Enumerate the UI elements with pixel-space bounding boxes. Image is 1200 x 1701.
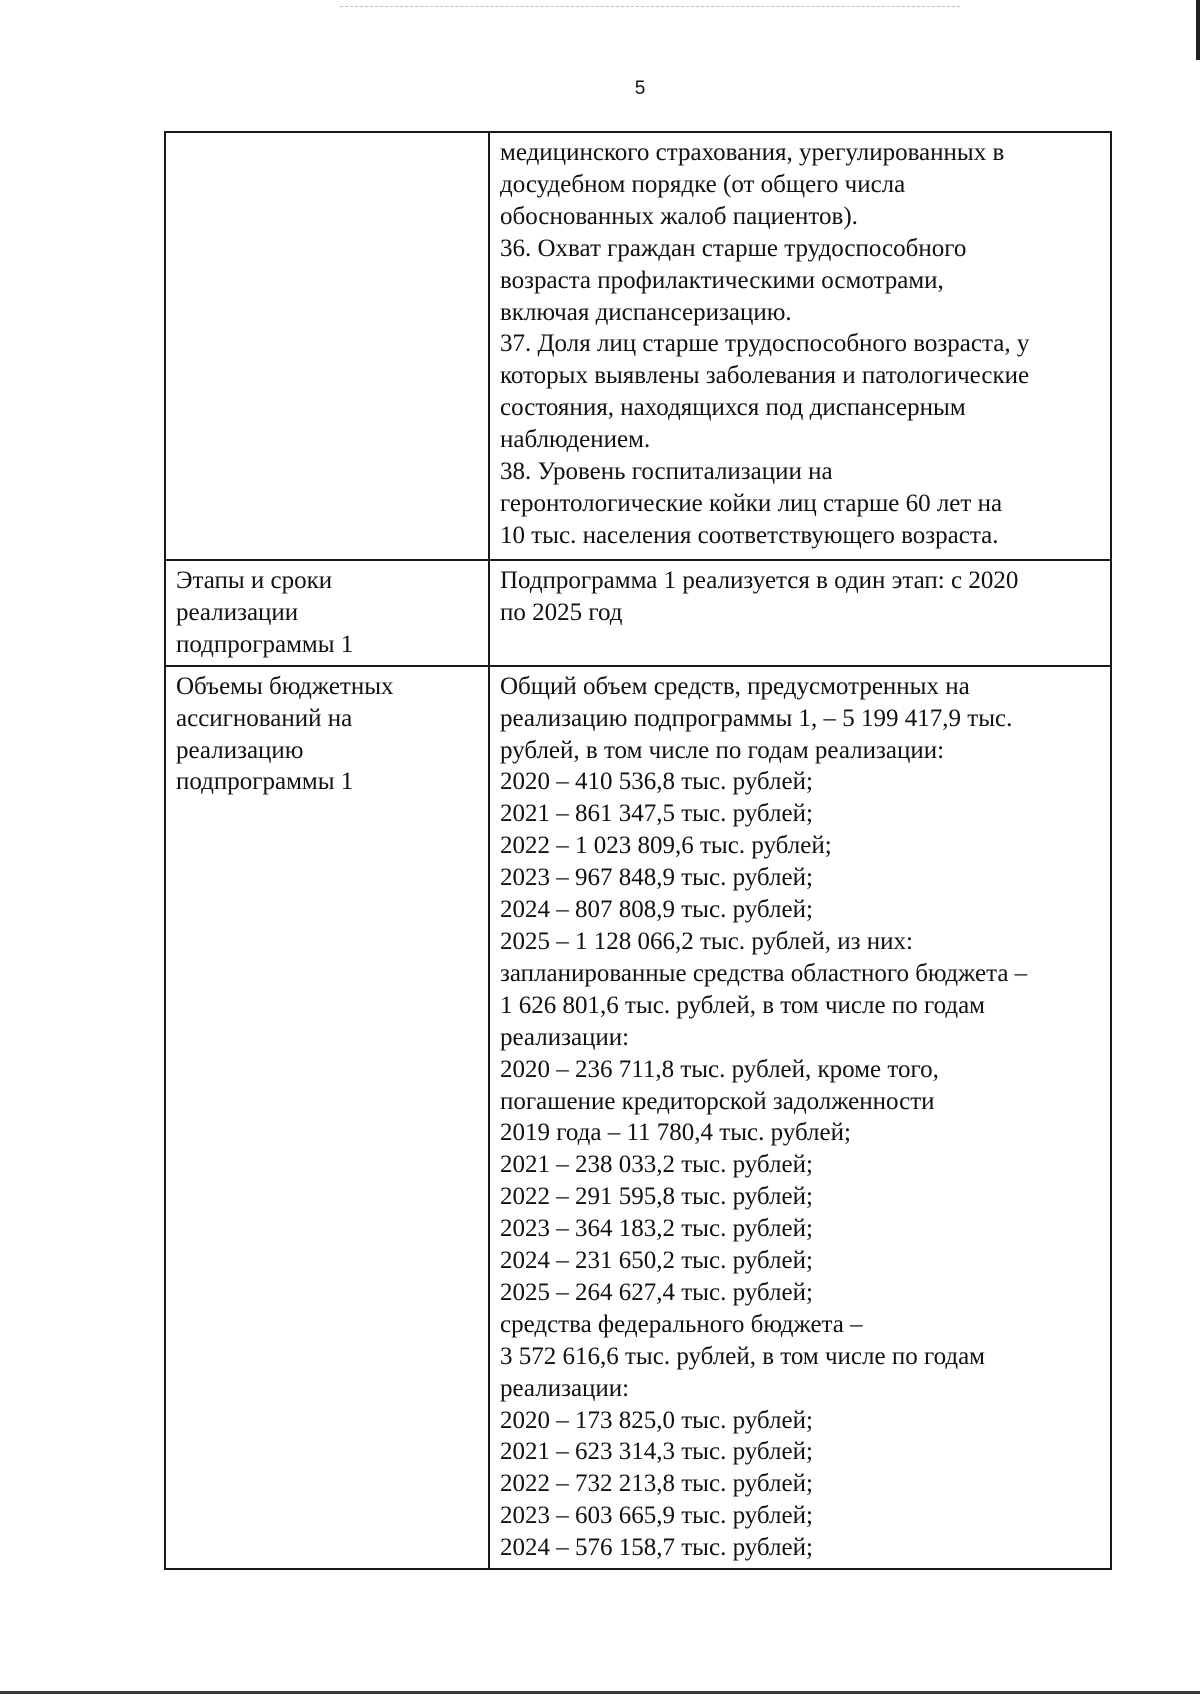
content-line: запланированные средства областного бюджета – bbox=[500, 959, 1028, 987]
content-line: 36. Охват граждан старше трудоспособного bbox=[500, 234, 967, 262]
content-line: 38. Уровень госпитализации на bbox=[500, 458, 833, 486]
content-line: досудебном порядке (от общего числа bbox=[500, 170, 906, 198]
content-line: 2024 – 807 808,9 тыс. рублей; bbox=[500, 896, 813, 924]
table-row bbox=[165, 132, 1111, 560]
label-line: подпрограммы 1 bbox=[176, 630, 354, 658]
label-line: реализации bbox=[176, 598, 299, 626]
content-line: 2022 – 1 023 809,6 тыс. рублей; bbox=[500, 832, 832, 860]
content-line: наблюдением. bbox=[500, 426, 651, 454]
passport-table bbox=[164, 131, 1112, 1570]
content-line: которых выявлены заболевания и патологические bbox=[500, 362, 1030, 390]
table-row bbox=[165, 666, 1111, 1569]
scan-edge-top bbox=[340, 6, 960, 7]
content-line: Общий объем средств, предусмотренных на bbox=[500, 672, 970, 700]
content-line: рублей, в том числе по годам реализации: bbox=[500, 736, 945, 764]
label-line: реализацию bbox=[176, 736, 304, 764]
content-line: погашение кредиторской задолженности bbox=[500, 1087, 935, 1115]
row-label-cell bbox=[165, 666, 489, 1569]
content-line: 37. Доля лиц старше трудоспособного возраста, у bbox=[500, 330, 1030, 358]
row-content-cell bbox=[489, 132, 1111, 560]
content-line: 2025 – 1 128 066,2 тыс. рублей, из них: bbox=[500, 927, 913, 955]
row-label-cell bbox=[165, 560, 489, 666]
content-line: геронтологические койки лиц старше 60 лет на bbox=[500, 489, 1003, 517]
content-line: 2020 – 410 536,8 тыс. рублей; bbox=[500, 768, 813, 796]
content-line: 2023 – 364 183,2 тыс. рублей; bbox=[500, 1215, 813, 1243]
content-line: 2020 – 173 825,0 тыс. рублей; bbox=[500, 1406, 813, 1434]
content-line: 2021 – 861 347,5 тыс. рублей; bbox=[500, 800, 813, 828]
scan-edge-bottom bbox=[0, 1691, 1200, 1694]
content-line: 2023 – 967 848,9 тыс. рублей; bbox=[500, 864, 813, 892]
content-line: 10 тыс. населения соответствующего возраста. bbox=[500, 521, 999, 549]
label-line: Этапы и сроки bbox=[176, 567, 333, 594]
label-line: ассигнований на bbox=[176, 704, 353, 732]
label-line: Объемы бюджетных bbox=[176, 672, 394, 700]
content-line: 2020 – 236 711,8 тыс. рублей, кроме того, bbox=[500, 1055, 939, 1083]
content-line: возраста профилактическими осмотрами, bbox=[500, 266, 944, 294]
content-line: 2021 – 623 314,3 тыс. рублей; bbox=[500, 1438, 813, 1466]
content-line: обоснованных жалоб пациентов). bbox=[500, 202, 858, 230]
row-label-cell bbox=[165, 132, 489, 560]
content-line: состояния, находящихся под диспансерным bbox=[500, 394, 966, 422]
content-line: реализации: bbox=[500, 1023, 630, 1051]
content-line: средства федерального бюджета – bbox=[500, 1310, 863, 1338]
content-line: 2022 – 732 213,8 тыс. рублей; bbox=[500, 1470, 813, 1498]
label-line: подпрограммы 1 bbox=[176, 768, 354, 796]
content-line: Подпрограмма 1 реализуется в один этап: с 2020 bbox=[500, 567, 1019, 594]
content-line: 2021 – 238 033,2 тыс. рублей; bbox=[500, 1151, 813, 1179]
content-line: 1 626 801,6 тыс. рублей, в том числе по годам bbox=[500, 991, 985, 1019]
content-line: 2022 – 291 595,8 тыс. рублей; bbox=[500, 1183, 813, 1211]
content-line: по 2025 год bbox=[500, 598, 623, 626]
scan-edge-right bbox=[1196, 0, 1200, 60]
content-line: 2024 – 576 158,7 тыс. рублей; bbox=[500, 1534, 813, 1562]
content-line: включая диспансеризацию. bbox=[500, 298, 792, 326]
content-line: медицинского страхования, урегулированных в bbox=[500, 139, 1005, 166]
content-line: 2025 – 264 627,4 тыс. рублей; bbox=[500, 1278, 813, 1306]
content-line: реализацию подпрограммы 1, – 5 199 417,9 тыс. bbox=[500, 704, 1013, 732]
content-line: 2023 – 603 665,9 тыс. рублей; bbox=[500, 1502, 813, 1530]
content-line: 3 572 616,6 тыс. рублей, в том числе по годам bbox=[500, 1342, 985, 1370]
row-content-cell bbox=[489, 560, 1111, 666]
page-number: 5 bbox=[634, 78, 646, 99]
content-line: 2019 года – 11 780,4 тыс. рублей; bbox=[500, 1119, 851, 1147]
row-content-cell bbox=[489, 666, 1111, 1569]
table-row bbox=[165, 560, 1111, 666]
content-line: реализации: bbox=[500, 1374, 630, 1402]
content-line: 2024 – 231 650,2 тыс. рублей; bbox=[500, 1247, 813, 1275]
